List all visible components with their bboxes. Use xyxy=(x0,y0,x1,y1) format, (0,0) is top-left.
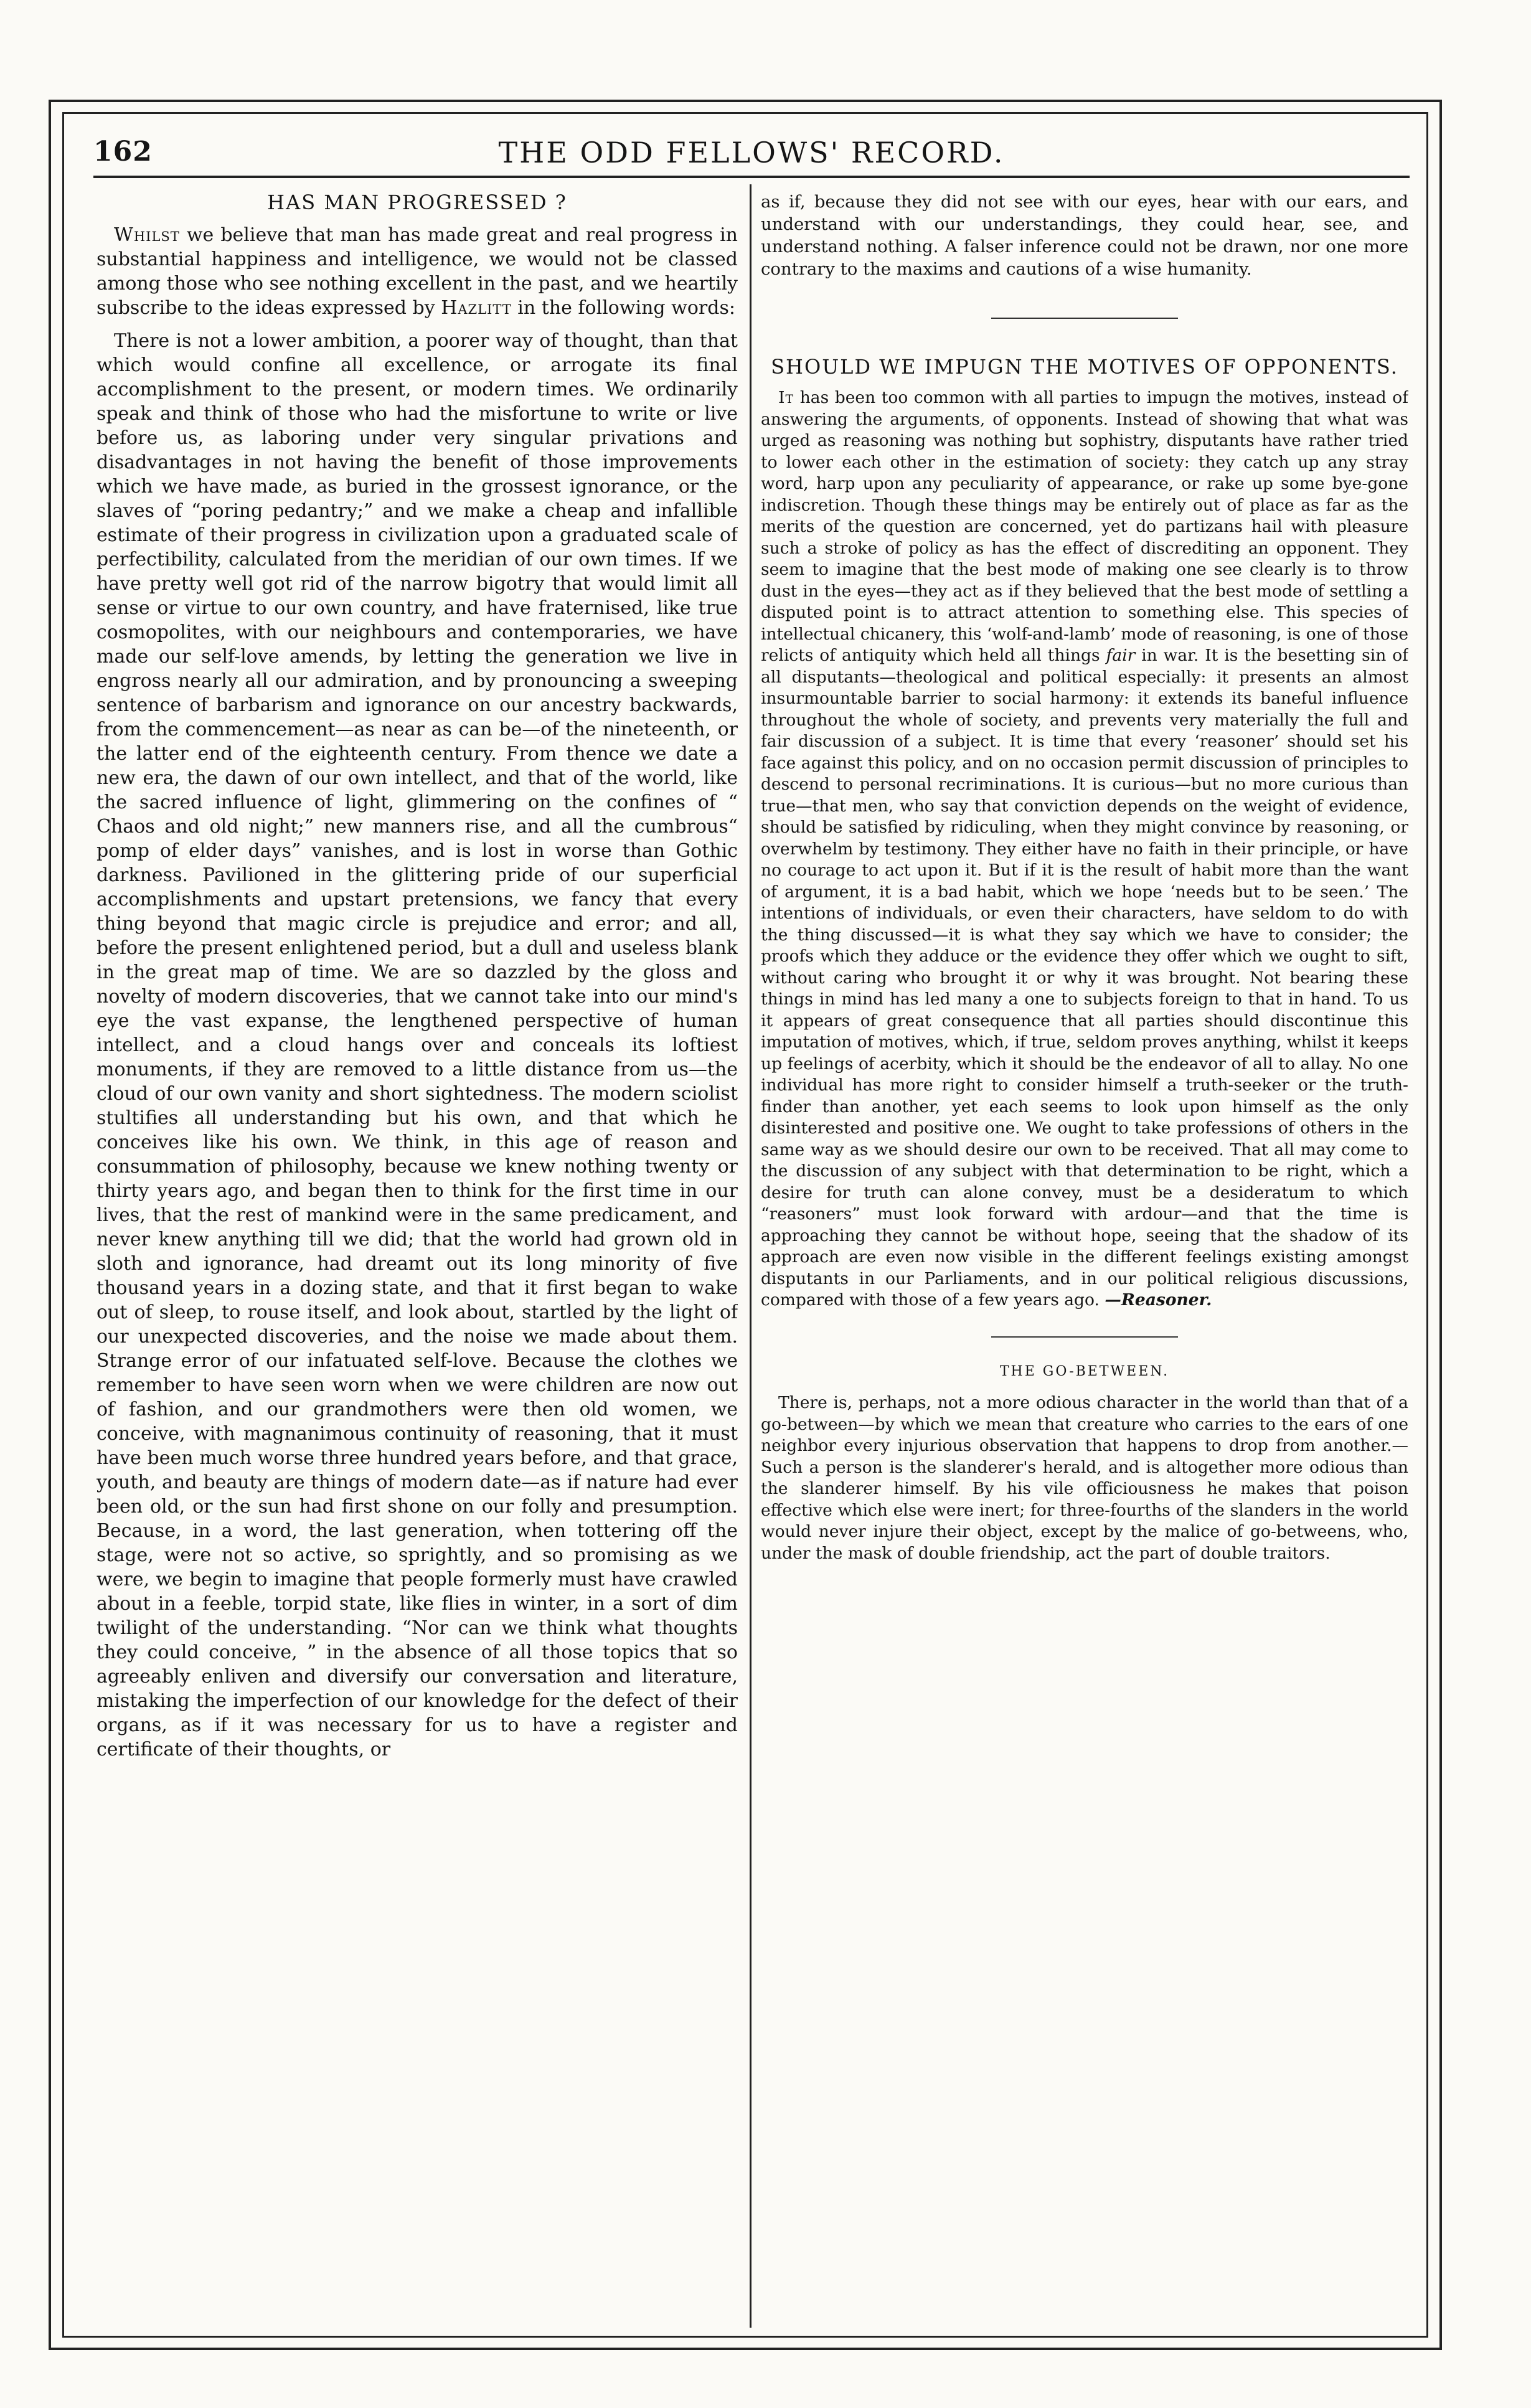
column-divider xyxy=(750,184,751,2328)
header-rule xyxy=(93,176,1410,178)
separator-rule-2 xyxy=(991,1336,1178,1338)
article-title-has-man-progressed: HAS MAN PROGRESSED ? xyxy=(267,191,567,214)
hazlitt-quote: There is not a lower ambition, a poorer way of thought, than that which would confine all excellence, or arrogate its final accomplishment to the present, or modern times. We ordinarily speak and think of those who had the misfortune to write or live before us, as laboring under very singular privations and disadvantages in not having the benefit of those improvements which we have made, as buried in the grossest ignorance, or the slaves of “poring pedantry;” and we make a cheap and infallible estimate of their progress in civilization upon a graduated scale of perfectibility, calculated from the meridian of our own times. If we have pretty well got rid of the narrow bigotry that would limit all sense or virtue to our own country, and have fraternised, like true cosmopolites, with our neighbours and contemporaries, we have made our self-love amends, by letting the generation we live in engross nearly all our admiration, and by pronouncing a sweeping sentence of barbarism and ignorance on our ancestry backwards, from the commencement—as near as can be—of the nineteenth, or the latter end of the eighteenth century. From thence we date a new era, the dawn of our own intellect, and that of the world, like the sacred influence of light, glimmering on the confines of “ Chaos and old night;” new manners rise, and all the cumbrous“ pomp of elder days” vanishes, and is lost in worse than Gothic darkness. Pavilioned in the glittering pride of our superficial accomplishments and upstart pretensions, we fancy that every thing beyond that magic circle is prejudice and error; and all, before the present enlightened period, but a dull and useless blank in the great map of time. We are so dazzled by the gloss and novelty of modern discoveries, that we cannot take into our mind's eye the vast expanse, the lengthened perspective of human intellect, and a cloud hangs over and conceals its loftiest monuments, if they are removed to a little distance from us—the cloud of our own vanity and short sightedness. The modern sciolist stultifies all understanding but his own, and that which he conceives like his own. We think, in this age of reason and consummation of philosophy, because we knew nothing twenty or thirty years ago, and began then to think for the first time in our lives, that the rest of mankind were in the same predicament, and never knew anything till we did; that the world had grown old in sloth and ignorance, had dreamt out its long minority of five thousand years in a dozing state, and that it first began to wake out of sleep, to rouse itself, and look about, startled by the light of our unexpected discoveries, and the noise we made about them. Strange error of our infatuated self-love. Because the clothes we remember to have seen worn when we were children are now out of fashion, and our grandmothers were then old women, we conceive, with magnanimous continuity of reasoning, that it must have been much worse three hundred years before, and that grace, youth, and beauty are things of modern date—as if nature had ever been old, or the sun had first shone on our folly and presumption. Because, in a word, the last generation, when tottering off the stage, were not so active, so sprightly, and so promising as we were, we begin to imagine that people formerly must have crawled about in a feeble, torpid state, like flies in winter, in a sort of dim twilight of the understanding. “Nor can we think what thoughts they could conceive, ” in the absence of all those topics that so agreeably enliven and diversify our conversation and literature, mistaking the imperfection of our knowledge for the defect of their organs, as if it was necessary for us to have a register and certificate of their thoughts, or xyxy=(97,330,738,1761)
left-column xyxy=(97,191,738,2326)
intro-text-2: in the following words: xyxy=(511,297,735,319)
article-intro xyxy=(97,223,738,320)
article2-text-1: has been too common with all parties to impugn the motives, instead of answering the arguments, of opponents. Instead of showing that what was urged as reasoning was nothing but sophistry, disputants have rather tried to lower each other in the estimation of society: they catch up any stray word, harp upon any peculiarity of appearance, or rake up some bye-gone indiscretion. Though these things may be entirely out of place as far as the merits of the question are concerned, yet do partizans hail with pleasure such a stroke of policy as has the effect of discrediting an opponent. They seem to imagine that the best mode of making one see clearly is to throw dust in the eyes—they act as if they believed that the best mode of settling a disputed point is to attract attention to something else. This species of intellectual chicanery, this ‘wolf-and-lamb’ mode of reasoning, is one of those relicts of antiquity which held all things xyxy=(761,388,1408,666)
article-title-impugn-motives: SHOULD WE IMPUGN THE MOTIVES OF OPPONENTS. xyxy=(771,355,1398,379)
page-number: 162 xyxy=(93,136,153,168)
article2-lead-word: It xyxy=(778,388,794,408)
article-impugn-body xyxy=(761,387,1408,1311)
article2-italic-fair: fair xyxy=(1106,646,1136,666)
article-go-between-body: There is, perhaps, not a more odious character in the world than that of a go-between—by which we mean that creature who carries to the ears of one neighbor every injurious observation that happens to drop from another.—Such a person is the slanderer's herald, and is altogether more odious than the slanderer himself. By his vile officiousness he makes that poison effective which else were inert; for three-fourths of the slanders in the world would never injure their object, except by the malice of go-betweens, who, under the mask of double friendship, act the part of double traitors. xyxy=(761,1393,1408,1563)
intro-lead-word: Whilst xyxy=(114,224,180,247)
article-title-go-between: THE GO-BETWEEN. xyxy=(999,1363,1170,1379)
separator-rule-1 xyxy=(991,318,1178,319)
intro-author-name: Hazlitt xyxy=(441,297,512,319)
article2-attribution: —Reasoner. xyxy=(1105,1290,1212,1310)
intro-text-1: we believe that man has made great and real progress in substantial happiness and intelligence, we would not be classed among those who see nothing excellent in the past, and we heartily subscribe to the ideas expressed by xyxy=(97,224,738,319)
continued-text: as if, because they did not see with our eyes, hear with our ears, and understand with our understandings, they could hear, see, and understand nothing. A falser inference could not be drawn, nor one more contrary to the maxims and cautions of a wise humanity. xyxy=(761,192,1408,279)
article2-text-2: in war. It is the besetting sin of all disputants—theological and political especially: it presents an almost insurmountable barrier to social harmony: it extends its baneful influence throughout the whole of society, and prevents very materially the full and fair discussion of a subject. It is time that every ‘reasoner’ should set his face against this policy, and on no occasion permit discussion of principles to descend to personal recriminations. It is curious—but no more curious than true—that men, who say that conviction depends on the weight of evidence, should be satisfied by ridiculing, when they might convince by reasoning, or overwhelm by testimony. They either have no faith in their principle, or have no courage to act upon it. But if it is the result of habit more than the want of argument, it is a bad habit, which we hope ‘needs but to be seen.’ The intentions of individuals, or even their characters, have seldom to do with the thing discussed—it is what they say which we have to consider; the proofs which they adduce or the evidence they offer which we ought to sift, without caring who brought it or why it was brought. Not bearing these things in mind has led many a one to subjects foreign to that in hand. To us it appears of great consequence that all parties should discontinue this imputation of motives, which, if true, seldom proves anything, whilst it keeps up feelings of acerbity, which it should be the endeavor of all to allay. No one individual has more right to consider himself a truth-seeker or the truth-finder than another, yet each seems to look upon himself as the only disinterested and positive one. We ought to take professions of others in the same way as we should desire our own to be received. That all may come to the discussion of any subject with that determination to be right, which a desire for truth can alone convey, must be a desideratum to which “reasoners” must look forward with ardour—and that the time is approaching they cannot be without hope, seeing that the shadow of its approach are even now visible in the different feelings existing amongst disputants in our Parliaments, and in our political religious discussions, compared with those of a few years ago. xyxy=(761,646,1408,1310)
running-title: THE ODD FELLOWS' RECORD. xyxy=(498,136,1005,169)
right-column xyxy=(761,191,1408,2326)
page-header xyxy=(93,132,1410,176)
